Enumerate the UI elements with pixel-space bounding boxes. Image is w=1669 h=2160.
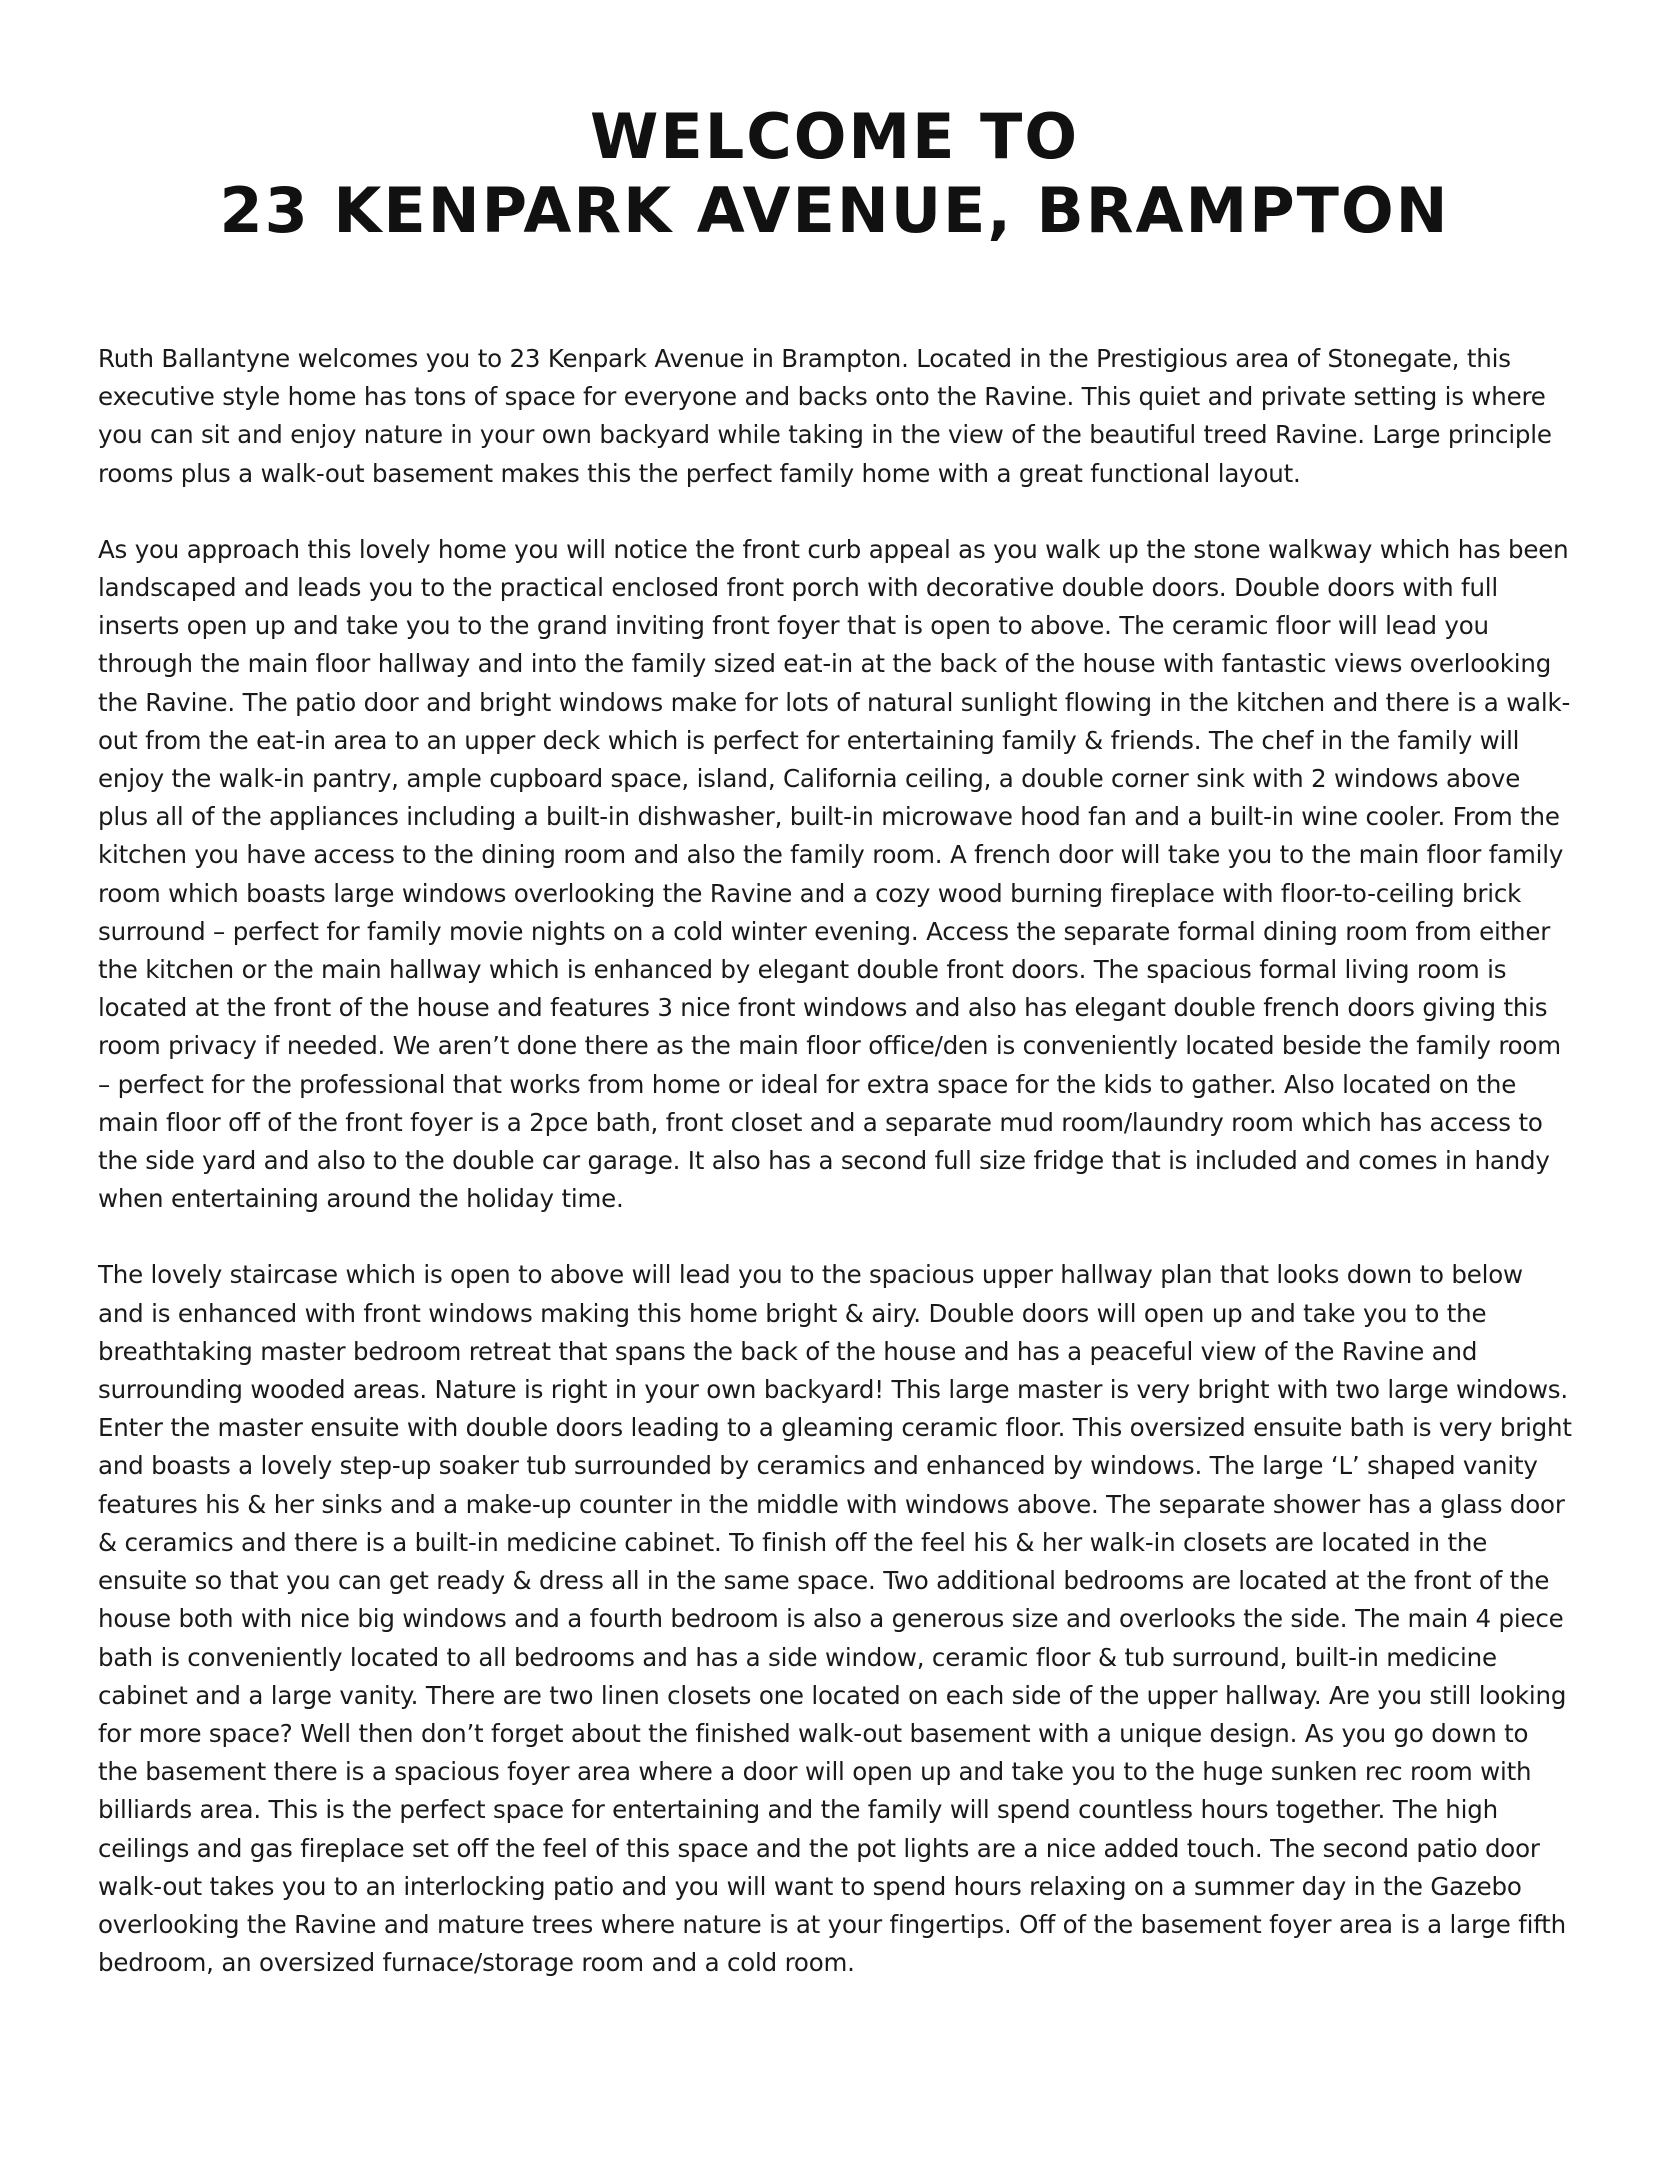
title-line-1: WELCOME TO (589, 100, 1080, 173)
page-title (0, 100, 1669, 248)
main-floor-paragraph: As you approach this lovely home you will notice the front curb appeal as you walk up the stone walkway which has been landscaped and leads you to the practical enclosed front porch with decorative double doors. Double doors with full inserts open up and take you to the grand inviting front foyer that is open to above. The ceramic floor will lead you through the main floor hallway and into the family sized eat-in at the back of the house with fantastic views overlooking the Ravine. The patio door and bright windows make for lots of natural sunlight flowing in the kitchen and there is a walk-out from the eat-in area to an upper deck which is perfect for entertaining family & friends. The chef in the family will enjoy the walk-in pantry, ample cupboard space, island, California ceiling, a double corner sink with 2 windows above plus all of the appliances including a built-in dishwasher, built-in microwave hood fan and a built-in wine cooler. From the kitchen you have access to the dining room and also the family room. A french door will take you to the main floor family room which boasts large windows overlooking the Ravine and a cozy wood burning fireplace with floor-to-ceiling brick surround – perfect for family movie nights on a cold winter evening. Access the separate formal dining room from either the kitchen or the main hallway which is enhanced by elegant double front doors. The spacious formal living room is located at the front of the house and features 3 nice front windows and also has elegant double french doors giving this room privacy if needed. We aren’t done there as the main floor office/den is conveniently located beside the family room – perfect for the professional that works from home or ideal for extra space for the kids to gather. Also located on the main floor off of the front foyer is a 2pce bath, front closet and a separate mud room/laundry room which has access to the side yard and also to the double car garage. It also has a second full size fridge that is included and comes in handy when entertaining around the holiday time. (98, 534, 1571, 1214)
upper-floor-paragraph: The lovely staircase which is open to above will lead you to the spacious upper hallway plan that looks down to below and is enhanced with front windows making this home bright & airy. Double doors will open up and take you to the breathtaking master bedroom retreat that spans the back of the house and has a peaceful view of the Ravine and surrounding wooded areas. Nature is right in your own backyard! This large master is very bright with two large windows. Enter the master ensuite with double doors leading to a gleaming ceramic floor. This oversized ensuite bath is very bright and boasts a lovely step-up soaker tub surrounded by ceramics and enhanced by windows. The large ‘L’ shaped vanity features his & her sinks and a make-up counter in the middle with windows above. The separate shower has a glass door & ceramics and there is a built-in medicine cabinet. To finish off the feel his & her walk-in closets are located in the ensuite so that you can get ready & dress all in the same space. Two additional bedrooms are located at the front of the house both with nice big windows and a fourth bedroom is also a generous size and overlooks the side. The main 4 piece bath is conveniently located to all bedrooms and has a side window, ceramic floor & tub surround, built-in medicine cabinet and a large vanity. There are two linen closets one located on each side of the upper hallway. Are you still looking for more space? Well then don’t forget about the finished walk-out basement with a unique design. As you go down to the basement there is a spacious foyer area where a door will open up and take you to the huge sunken rec room with billiards area. This is the perfect space for entertaining and the family will spend countless hours together. The high ceilings and gas fireplace set off the feel of this space and the pot lights are a nice added touch. The second patio door walk-out takes you to an interlocking patio and you will want to spend hours relaxing on a summer day in the Gazebo overlooking the Ravine and mature trees where nature is at your fingertips. Off of the basement foyer area is a large fifth bedroom, an oversized furnace/storage room and a cold room. (98, 1260, 1572, 1978)
intro-paragraph: Ruth Ballantyne welcomes you to 23 Kenpark Avenue in Brampton. Located in the Prestigious area of Stonegate, this executive style home has tons of space for everyone and backs onto the Ravine. This quiet and private setting is where you can sit and enjoy nature in your own backyard while taking in the view of the beautiful treed Ravine. Large principle rooms plus a walk-out basement makes this the perfect family home with a great functional layout. (98, 344, 1552, 488)
body-text (98, 340, 1573, 2020)
title-line-2: 23 KENPARK AVENUE, BRAMPTON (219, 174, 1450, 247)
